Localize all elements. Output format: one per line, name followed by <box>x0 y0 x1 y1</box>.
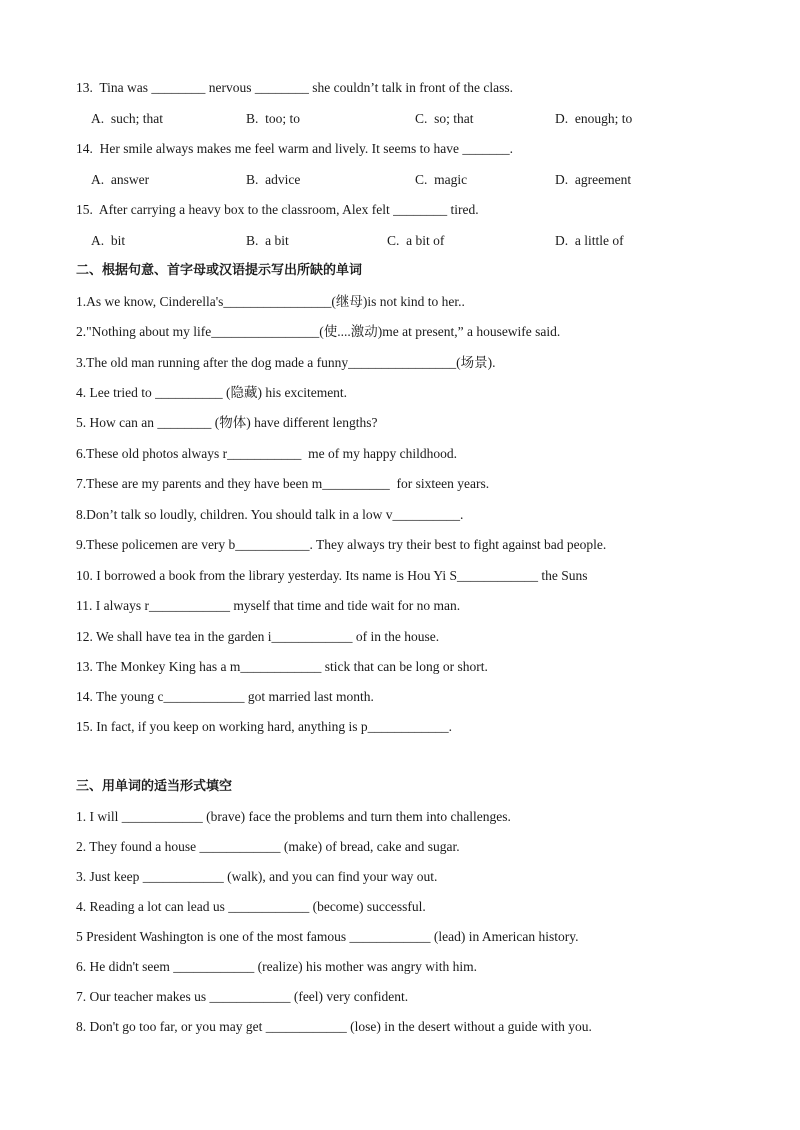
section-3-title: 三、用单词的适当形式填空 <box>76 779 233 794</box>
section-3-item-8: 8. Don't go too far, or you may get ____________ (lose) in the desert without a guide with you. <box>76 1019 592 1034</box>
mcq-13-option-b: B. too; to <box>246 111 301 126</box>
mcq-15-option-a: A. bit <box>91 233 126 248</box>
mcq-14-option-d: D. agreement <box>555 172 632 187</box>
section-2-item-7: 7.These are my parents and they have been m__________ for sixteen years. <box>76 476 490 491</box>
section-2-item-3: 3.The old man running after the dog made a funny________________(场景). <box>76 355 496 370</box>
section-3-item-3: 3. Just keep ____________ (walk), and you can find your way out. <box>76 869 438 884</box>
section-2-title: 二、根据句意、首字母或汉语提示写出所缺的单词 <box>76 263 363 278</box>
section-3-item-5: 5 President Washington is one of the most famous ____________ (lead) in American history. <box>76 929 579 944</box>
mcq-14-option-b: B. advice <box>246 172 301 187</box>
section-2-item-9: 9.These policemen are very b___________. They always try their best to fight against bad people. <box>76 537 607 552</box>
section-2-item-11: 11. I always r____________ myself that time and tide wait for no man. <box>76 598 461 613</box>
mcq-15-question: 15. After carrying a heavy box to the classroom, Alex felt ________ tired. <box>76 202 479 217</box>
mcq-14-option-c: C. magic <box>415 172 468 187</box>
section-2-item-15: 15. In fact, if you keep on working hard, anything is p____________. <box>76 719 453 734</box>
mcq-13-question: 13. Tina was ________ nervous ________ she couldn’t talk in front of the class. <box>76 80 513 95</box>
section-3-item-2: 2. They found a house ____________ (make) of bread, cake and sugar. <box>76 839 460 854</box>
section-2-item-5: 5. How can an ________ (物体) have different lengths? <box>76 415 378 430</box>
mcq-13-option-c: C. so; that <box>415 111 474 126</box>
section-2-item-2: 2."Nothing about my life________________(使....激动)me at present,” a housewife said. <box>76 324 561 339</box>
section-3-item-1: 1. I will ____________ (brave) face the problems and turn them into challenges. <box>76 809 511 824</box>
mcq-15-option-c: C. a bit of <box>387 233 445 248</box>
mcq-15-option-b: B. a bit <box>246 233 289 248</box>
mcq-14-question: 14. Her smile always makes me feel warm and lively. It seems to have _______. <box>76 141 514 156</box>
section-3-item-4: 4. Reading a lot can lead us ____________ (become) successful. <box>76 899 426 914</box>
section-2-item-6: 6.These old photos always r___________ me of my happy childhood. <box>76 446 457 461</box>
section-3-item-7: 7. Our teacher makes us ____________ (feel) very confident. <box>76 989 409 1004</box>
section-2-item-8: 8.Don’t talk so loudly, children. You should talk in a low v__________. <box>76 507 464 522</box>
section-2-item-13: 13. The Monkey King has a m____________ stick that can be long or short. <box>76 659 488 674</box>
section-2-item-1: 1.As we know, Cinderella's________________(继母)is not kind to her.. <box>76 294 465 309</box>
section-2-item-12: 12. We shall have tea in the garden i____________ of in the house. <box>76 629 440 644</box>
mcq-13-option-a: A. such; that <box>91 111 163 126</box>
section-2-item-4: 4. Lee tried to __________ (隐藏) his excitement. <box>76 385 348 400</box>
mcq-14-option-a: A. answer <box>91 172 150 187</box>
section-3-item-6: 6. He didn't seem ____________ (realize) his mother was angry with him. <box>76 959 477 974</box>
mcq-13-option-d: D. enough; to <box>555 111 633 126</box>
mcq-15-option-d: D. a little of <box>555 233 624 248</box>
section-2-item-14: 14. The young c____________ got married last month. <box>76 689 374 704</box>
section-2-item-10: 10. I borrowed a book from the library yesterday. Its name is Hou Yi S____________ the Suns <box>76 568 588 583</box>
